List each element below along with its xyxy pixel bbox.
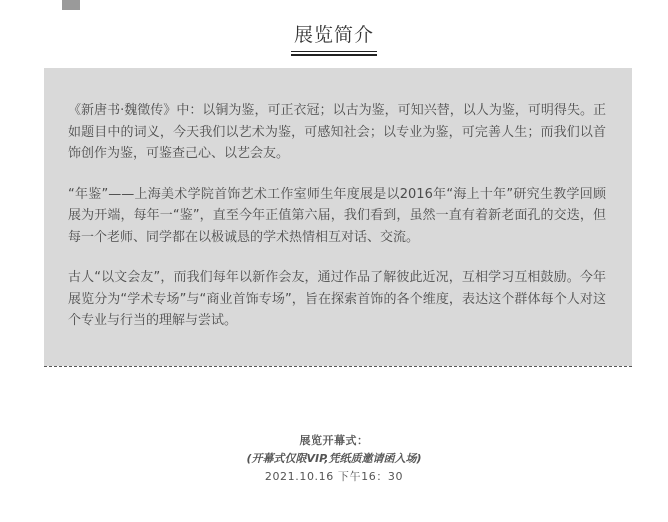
- opening-info: [0, 433, 668, 484]
- opening-note: (开幕式仅限VIP,凭纸质邀请函入场): [246, 452, 422, 465]
- dotted-divider: [44, 366, 632, 367]
- opening-time: 2021.10.16 下午16：30: [264, 470, 404, 483]
- intro-paragraph-3: 古人“以文会友”，而我们每年以新作会友，通过作品了解彼此近况，互相学习互相鼓励。今年展览分为“学术专场”与“商业首饰专场”，旨在探索首饰的各个维度，表达这个群体每个人对这个专业与行当的理解与尝试。: [68, 270, 606, 328]
- intro-paragraph-1: 《新唐书·魏徵传》中：以铜为鉴，可正衣冠；以古为鉴，可知兴替，以人为鉴，可明得失。正如题目中的词义，今天我们以艺术为鉴，可感知社会；以专业为鉴，可完善人生；而我们以首饰创作为鉴，可鉴查己心、以艺会友。: [68, 103, 606, 161]
- title-underline: [291, 51, 377, 56]
- section-header: [0, 22, 668, 56]
- intro-paragraph-2: “年鉴”——上海美术学院首饰艺术工作室师生年度展是以2016年“海上十年”研究生教学回顾展为开端，每年一“鉴”，直至今年正值第六届，我们看到，虽然一直有着新老面孔的交迭，但每一个老师、同学都在以极诚恳的学术热情相互对话、交流。: [68, 186, 606, 245]
- corner-decoration: [62, 0, 80, 10]
- section-title: 展览简介: [293, 24, 374, 46]
- opening-label: 展览开幕式：: [299, 434, 369, 447]
- intro-panel: [44, 68, 632, 366]
